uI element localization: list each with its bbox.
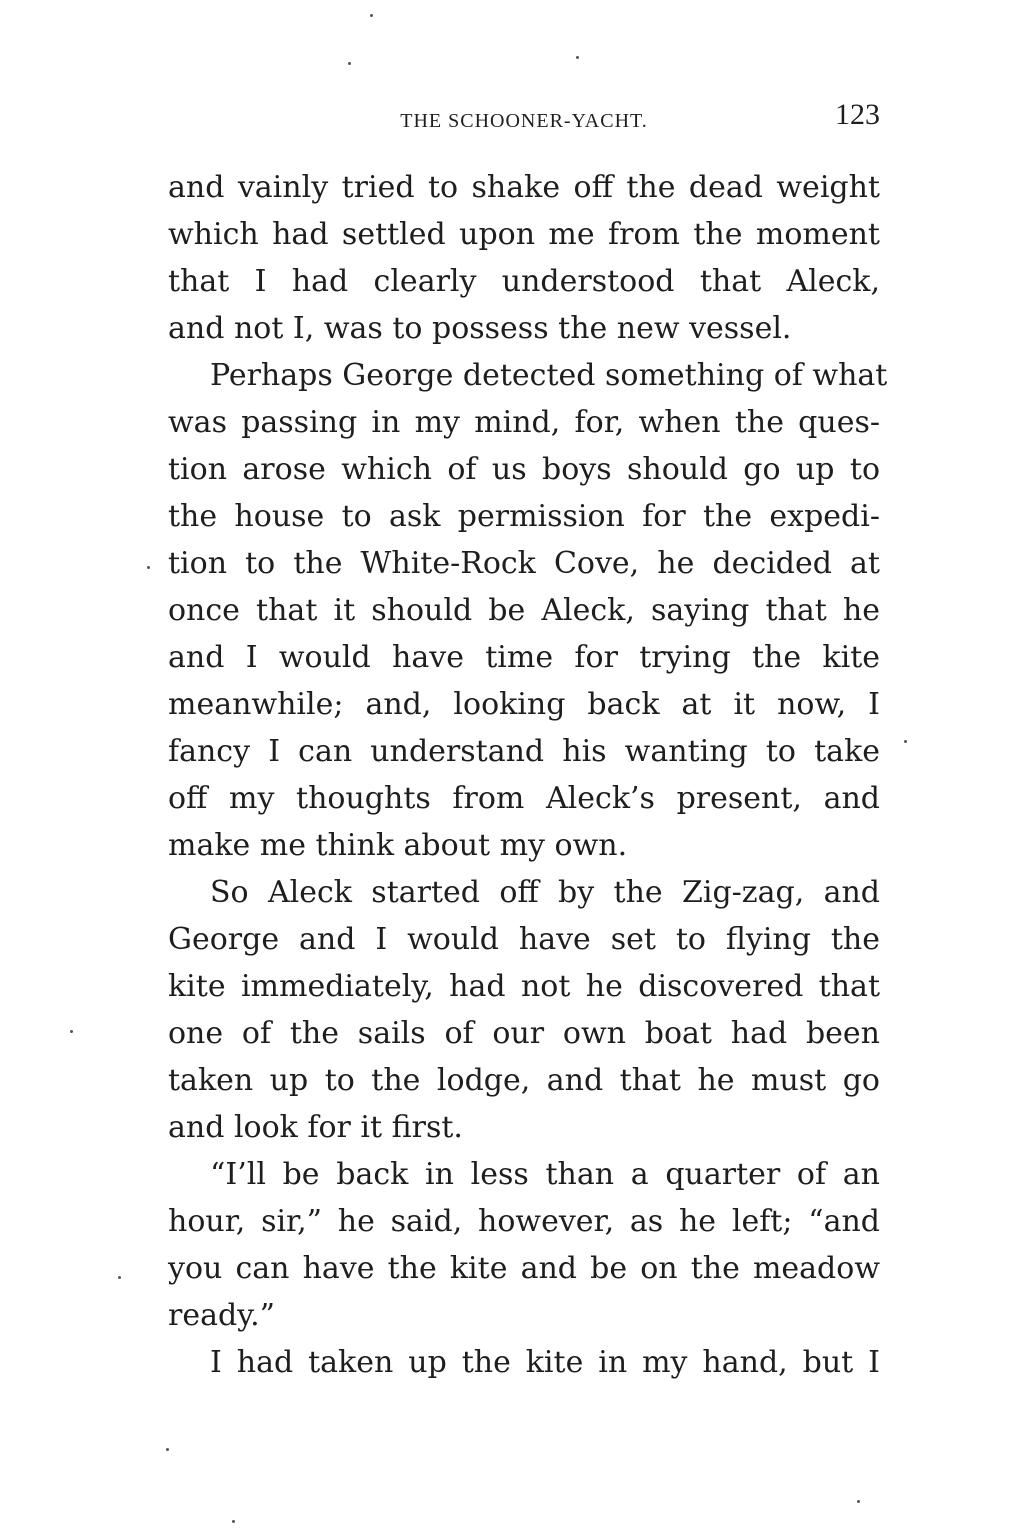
text-line: and look for it first. xyxy=(168,1110,463,1145)
scan-speck xyxy=(348,62,351,65)
text-line: So Aleck started off by the Zig-zag, and xyxy=(210,875,880,910)
text-line: George and I would have set to flying the xyxy=(168,922,880,957)
text-line: Perhaps George detected something of what xyxy=(210,358,888,393)
text-line: and vainly tried to shake off the dead weight xyxy=(168,170,880,205)
page-number: 123 xyxy=(835,98,880,131)
scan-speck xyxy=(232,1520,235,1523)
running-head xyxy=(168,98,880,142)
text-line: once that it should be Aleck, saying that he xyxy=(168,593,880,628)
running-title: THE SCHOONER-YACHT. xyxy=(400,110,648,132)
text-line: tion to the White-Rock Cove, he decided at xyxy=(168,546,880,581)
scan-speck xyxy=(166,1448,169,1451)
text-line: meanwhile; and, looking back at it now, I xyxy=(168,687,880,722)
body-text xyxy=(168,164,888,1386)
text-line: one of the sails of our own boat had been xyxy=(168,1016,880,1051)
scan-speck xyxy=(904,740,907,743)
text-line: “I’ll be back in less than a quarter of an xyxy=(210,1157,880,1192)
text-line: and I would have time for trying the kite xyxy=(168,640,880,675)
text-line: you can have the kite and be on the meadow xyxy=(168,1251,880,1286)
text-line: the house to ask permission for the expedi- xyxy=(168,499,880,534)
scan-speck xyxy=(576,56,579,59)
scan-speck xyxy=(147,566,150,569)
scan-speck xyxy=(118,1276,121,1279)
text-line: off my thoughts from Aleck’s present, and xyxy=(168,781,880,816)
text-line: which had settled upon me from the moment xyxy=(168,217,880,252)
text-line: kite immediately, had not he discovered that xyxy=(168,969,880,1004)
scan-speck xyxy=(370,14,373,17)
text-line: ready.” xyxy=(168,1298,276,1333)
text-line: that I had clearly understood that Aleck, xyxy=(168,264,880,299)
text-line: fancy I can understand his wanting to take xyxy=(168,734,880,769)
text-line: was passing in my mind, for, when the ques- xyxy=(168,405,880,440)
text-line: make me think about my own. xyxy=(168,828,628,863)
text-line: and not I, was to possess the new vessel. xyxy=(168,311,792,346)
scan-speck xyxy=(70,1030,73,1033)
text-line: taken up to the lodge, and that he must go xyxy=(168,1063,880,1098)
text-line: I had taken up the kite in my hand, but I xyxy=(210,1345,880,1380)
scan-speck xyxy=(857,1500,860,1503)
text-line: hour, sir,” he said, however, as he left; “and xyxy=(168,1204,880,1239)
text-line: tion arose which of us boys should go up to xyxy=(168,452,880,487)
